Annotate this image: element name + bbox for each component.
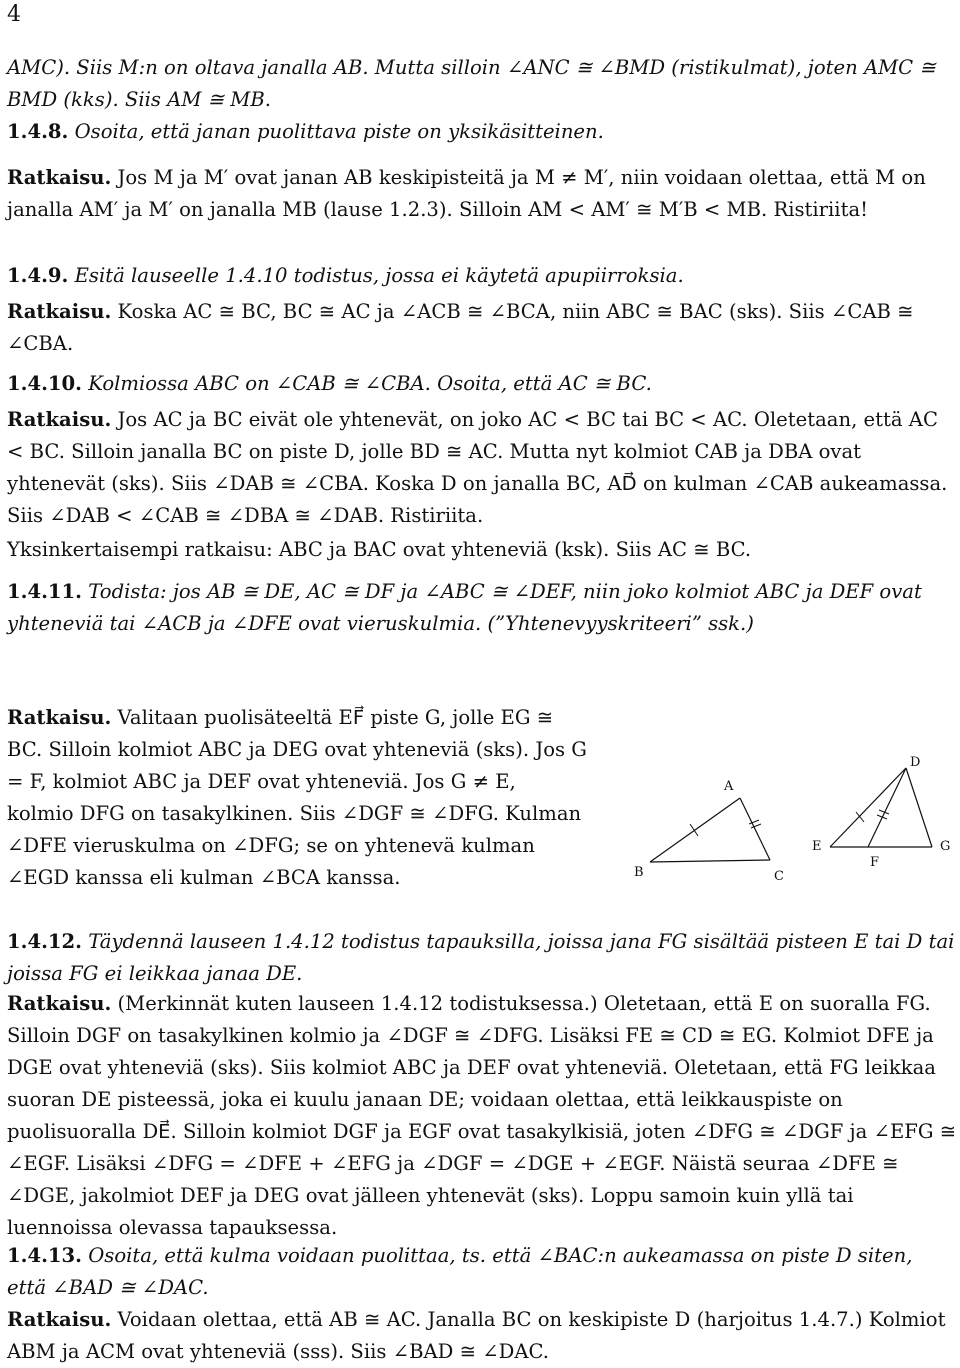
triangle-figure: [620, 752, 960, 892]
label-c: C: [774, 869, 784, 884]
exercise-label: 1.4.11.: [7, 580, 82, 603]
solution-text: Jos M ja M′ ovat janan AB keskipisteitä ja M ≠ M′, niin voidaan olettaa, että M on janalla AM′ ja M′ on janalla MB (lause 1.2.3). Silloin AM < AM′ ≅ M′B < MB. Ristiriita!: [7, 166, 926, 221]
exercise-label: 1.4.8.: [7, 120, 69, 143]
segment-ac: [740, 798, 770, 860]
label-g: G: [940, 839, 951, 854]
segment-df: [868, 768, 906, 847]
tick-mark: [690, 824, 698, 836]
exercise-1-4-12: [7, 926, 957, 990]
solution-1-4-9: [7, 296, 957, 360]
triangle-abc: [634, 779, 784, 884]
simpler-solution: [7, 534, 957, 566]
paragraph-text: AMC). Siis M:n on oltava janalla AB. Mutta silloin ∠ANC ≅ ∠BMD (ristikulmat), joten AMC ≅ BMD (kks). Siis AM ≅ MB.: [7, 56, 936, 111]
exercise-text: Todista: jos AB ≅ DE, AC ≅ DF ja ∠ABC ≅ ∠DEF, niin joko kolmiot ABC ja DEF ovat yhteneviä tai ∠ACB ja ∠DFE ovat vieruskulmia. (”Yhtenevyyskriteeri” ssk.): [7, 580, 922, 635]
exercise-text: Täydennä lauseen 1.4.12 todistus tapauksilla, joissa jana FG sisältää pisteen E tai D tai joissa FG ei leikkaa janaa DE.: [7, 930, 955, 985]
exercise-label: 1.4.10.: [7, 372, 82, 395]
label-b: B: [634, 865, 644, 880]
triangle-def: [812, 755, 950, 870]
solution-label: Ratkaisu.: [7, 166, 112, 189]
exercise-1-4-9: [7, 260, 957, 292]
solution-1-4-12: [7, 988, 957, 1244]
exercise-label: 1.4.9.: [7, 264, 69, 287]
solution-text: (Merkinnät kuten lauseen 1.4.12 todistuksessa.) Oletetaan, että E on suoralla FG. Silloin DGF on tasakylkinen kolmio ja ∠DGF ≅ ∠DFG. Lisäksi FE ≅ CD ≅ EG. Kolmiot DFE ja DGE ovat yhteneviä (sks). Siis kolmiot ABC ja DEF ovat yhteneviä. Oletetaan, että FG leikkaa suoran DE pisteessä, joka ei kuulu janaan DE; voidaan olettaa, että leikkauspiste on puolisuoralla DE⃗. Silloin kolmiot DGF ja EGF ovat tasakylkisiä, joten ∠DFG ≅ ∠DGF ja ∠EFG ≅ ∠EGF. Lisäksi ∠DFG = ∠DFE + ∠EFG ja ∠DGF = ∠DGE + ∠EGF. Näistä seuraa ∠DFE ≅ ∠DGE, jakolmiot DEF ja DEG ovat jälleen yhtenevät (sks). Loppu samoin kuin yllä tai luennoissa olevassa tapauksessa.: [7, 992, 957, 1239]
page-number: 4: [7, 2, 21, 27]
segment-ed: [830, 768, 906, 847]
solution-text: Valitaan puolisäteeltä EF⃗ piste G, jolle EG ≅ BC. Silloin kolmiot ABC ja DEG ovat yhteneviä (sks). Jos G = F, kolmiot ABC ja DEF ovat yhteneviä. Jos G ≠ E, kolmio DFG on tasakylkinen. Siis ∠DGF ≅ ∠DFG. Kulman ∠DFE vieruskulma on ∠DFG; se on yhtenevä kulman ∠EGD kanssa eli kulman ∠BCA kanssa.: [7, 706, 587, 889]
solution-1-4-13: [7, 1304, 957, 1368]
segment-ab: [650, 798, 740, 862]
label-a: A: [724, 779, 734, 794]
exercise-1-4-11: [7, 576, 957, 640]
solution-label: Ratkaisu.: [7, 408, 112, 431]
solution-label: Ratkaisu.: [7, 706, 112, 729]
solution-1-4-8: [7, 162, 957, 226]
solution-1-4-11: [7, 702, 587, 894]
solution-text: Jos AC ja BC eivät ole yhtenevät, on joko AC < BC tai BC < AC. Oletetaan, että AC < BC. Silloin janalla BC on piste D, jolle BD ≅ AC. Mutta nyt kolmiot CAB ja DBA ovat yhtenevät (sks). Siis ∠DAB ≅ ∠CBA. Koska D on janalla BC, AD⃗ on kulman ∠CAB aukeamassa. Siis ∠DAB < ∠CAB ≅ ∠DBA ≅ ∠DAB. Ristiriita.: [7, 408, 948, 527]
paragraph-continuation: [7, 52, 957, 116]
exercise-text: Kolmiossa ABC on ∠CAB ≅ ∠CBA. Osoita, että AC ≅ BC.: [88, 372, 652, 395]
label-f: F: [870, 855, 880, 870]
segment-bc: [650, 860, 770, 862]
exercise-1-4-13: [7, 1240, 957, 1304]
exercise-text: Esitä lauseelle 1.4.10 todistus, jossa ei käytetä apupiirroksia.: [74, 264, 684, 287]
label-d: D: [910, 755, 921, 770]
exercise-1-4-10: [7, 368, 957, 400]
solution-label: Ratkaisu.: [7, 1308, 112, 1331]
solution-text: Koska AC ≅ BC, BC ≅ AC ja ∠ACB ≅ ∠BCA, niin ABC ≅ BAC (sks). Siis ∠CAB ≅ ∠CBA.: [7, 300, 914, 355]
solution-1-4-10: [7, 404, 957, 532]
solution-text: Voidaan olettaa, että AB ≅ AC. Janalla BC on keskipiste D (harjoitus 1.4.7.) Kolmiot ABM ja ACM ovat yhteneviä (sss). Siis ∠BAD ≅ ∠DAC.: [7, 1308, 946, 1363]
exercise-label: 1.4.13.: [7, 1244, 82, 1267]
exercise-text: Osoita, että kulma voidaan puolittaa, ts. että ∠BAC:n aukeamassa on piste D siten, että ∠BAD ≅ ∠DAC.: [7, 1244, 913, 1299]
solution-label: Ratkaisu.: [7, 992, 112, 1015]
label-e: E: [812, 839, 822, 854]
segment-dg: [906, 768, 932, 847]
exercise-1-4-8: [7, 116, 957, 148]
solution-label: Ratkaisu.: [7, 300, 112, 323]
exercise-text: Osoita, että janan puolittava piste on yksikäsitteinen.: [74, 120, 604, 143]
exercise-label: 1.4.12.: [7, 930, 82, 953]
paragraph-text: Yksinkertaisempi ratkaisu: ABC ja BAC ovat yhteneviä (ksk). Siis AC ≅ BC.: [7, 538, 752, 561]
